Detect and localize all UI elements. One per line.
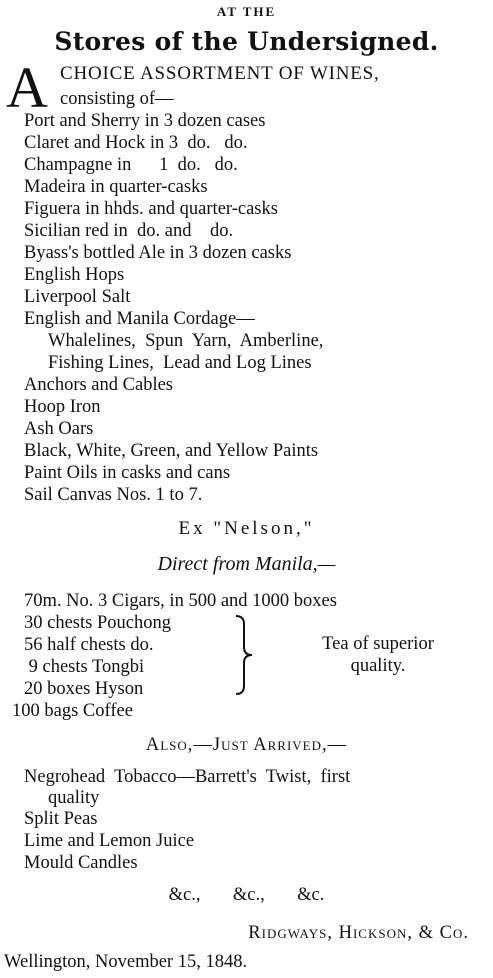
also-just-arrived-heading: Also,—Just Arrived,— — [145, 735, 348, 755]
list-item: Port and Sherry in 3 dozen cases — [24, 111, 266, 131]
list-item: Champagne in 1 do. do. — [24, 155, 238, 175]
list-item: Negrohead Tobacco—Barrett's Twist, first — [24, 767, 351, 787]
tea-item: 20 boxes Hyson — [24, 679, 144, 699]
list-item: Claret and Hock in 3 do. do. — [24, 133, 248, 153]
tea-note-line-1: Tea of superior — [322, 634, 434, 654]
list-item: Madeira in quarter-casks — [24, 177, 208, 197]
tea-brace — [234, 614, 256, 696]
tea-item: 30 chests Pouchong — [24, 613, 171, 633]
coffee-line: 100 bags Coffee — [12, 701, 133, 721]
list-item: Anchors and Cables — [24, 375, 173, 395]
dateline: Wellington, November 15, 1848. — [4, 952, 248, 972]
tea-item: 9 chests Tongbi — [24, 657, 145, 677]
list-item: Whalelines, Spun Yarn, Amberline, — [48, 331, 324, 351]
direct-from-manila-heading: Direct from Manila,— — [157, 553, 336, 575]
list-item: Sail Canvas Nos. 1 to 7. — [24, 485, 203, 505]
at-the-heading: AT THE — [216, 4, 277, 19]
list-item: Fishing Lines, Lead and Log Lines — [48, 353, 312, 373]
cigars-line: 70m. No. 3 Cigars, in 500 and 1000 boxes — [24, 591, 337, 611]
list-item: Mould Candles — [24, 853, 138, 873]
list-item: Split Peas — [24, 809, 98, 829]
list-item: Ash Oars — [24, 419, 94, 439]
list-item: English Hops — [24, 265, 125, 285]
intro-line-2: consisting of— — [60, 89, 174, 109]
list-item: Figuera in hhds. and quarter-casks — [24, 199, 278, 219]
ex-nelson-heading: Ex "Nelson," — [178, 518, 315, 539]
etcetera-line: &c., &c., &c. — [168, 885, 325, 905]
list-item: Paint Oils in casks and cans — [24, 463, 231, 483]
list-item: Hoop Iron — [24, 397, 101, 417]
list-item: Black, White, Green, and Yellow Paints — [24, 441, 319, 461]
list-item: Liverpool Salt — [24, 287, 131, 307]
list-item: Byass's bottled Ale in 3 dozen casks — [24, 243, 292, 263]
list-item: Lime and Lemon Juice — [24, 831, 195, 851]
tea-item: 56 half chests do. — [24, 635, 154, 655]
tea-note-line-2: quality. — [350, 656, 406, 676]
list-item: quality — [48, 788, 100, 808]
list-item: Sicilian red in do. and do. — [24, 221, 234, 241]
stores-headline: Stores of the Undersigned. — [54, 27, 439, 56]
intro-line-1: CHOICE ASSORTMENT OF WINES, — [60, 63, 380, 84]
list-item: English and Manila Cordage— — [24, 309, 255, 329]
signature: Ridgways, Hickson, & Co. — [248, 923, 469, 943]
drop-cap: A — [6, 55, 48, 120]
